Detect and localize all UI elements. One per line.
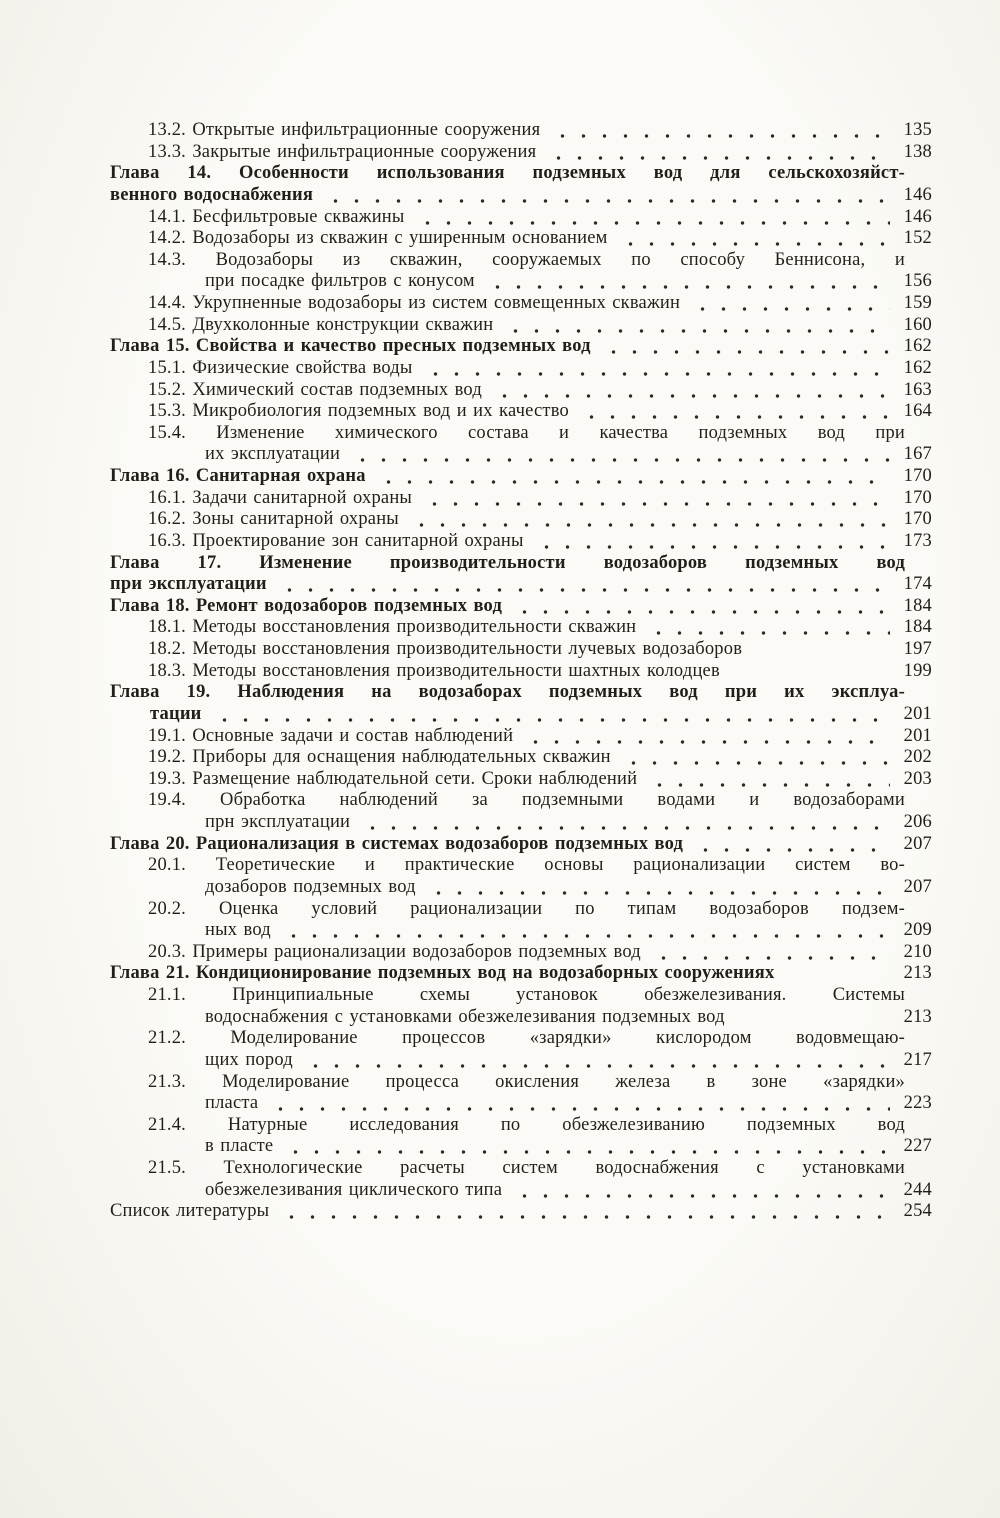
toc-entry — [110, 207, 932, 229]
toc-entry-text: 14.4. Укрупненные водозаборы из систем совмещенных скважин — [148, 293, 681, 313]
toc-entry — [110, 726, 932, 748]
dot-leader — [305, 1050, 890, 1072]
toc-entry-text: 20.2. Оценка условий рационализации по типам водозаборов подзем- — [148, 898, 905, 919]
dot-leader — [362, 812, 890, 834]
page-number: 164 — [903, 401, 932, 422]
toc-entry-text: обезжелезивания циклического типа — [205, 1179, 503, 1200]
page-number: 254 — [903, 1201, 932, 1222]
toc-entry-text: 21.5. Технологические расчеты систем водоснабжения с установками — [148, 1158, 905, 1178]
page-number: 160 — [903, 314, 932, 335]
page-number: 207 — [903, 876, 932, 897]
dot-leader — [425, 358, 890, 380]
toc-entry — [110, 315, 932, 337]
dot-leader — [424, 488, 890, 510]
toc-entry-text: пласта — [205, 1093, 259, 1114]
toc-entry-text: 14.2. Водозаборы из скважин с уширенным основанием — [148, 228, 608, 249]
dot-leader — [411, 509, 890, 531]
toc-entry — [110, 1072, 932, 1115]
toc-entry — [110, 899, 932, 942]
toc-entry-text: 16.2. Зоны санитарной охраны — [148, 509, 399, 530]
dot-leader — [732, 661, 890, 683]
page-number: 201 — [903, 725, 932, 746]
dot-leader — [603, 336, 890, 358]
dot-leader — [279, 574, 890, 596]
toc-entry — [110, 120, 932, 142]
toc-entry-text: 21.4. Натурные исследования по обезжелезиванию подземных вод — [148, 1114, 905, 1135]
toc-entry — [110, 163, 932, 206]
toc-entry-text: Глава 18. Ремонт водозаборов подземных вод — [110, 595, 503, 616]
dot-leader — [283, 920, 890, 942]
page-number: 146 — [903, 184, 932, 205]
toc-entry-text: 18.3. Методы восстановления производительности шахтных колодцев — [148, 660, 720, 681]
dot-leader — [648, 617, 890, 639]
toc-entry-text: водоснабжения с установками обезжелезивания подземных вод — [205, 1006, 725, 1027]
toc-entry — [110, 985, 932, 1028]
dot-leader — [695, 834, 890, 856]
page-number: 197 — [903, 639, 932, 659]
page-number: 156 — [903, 271, 932, 292]
dot-leader — [325, 185, 890, 207]
page-number: 223 — [903, 1093, 932, 1114]
page-number: 170 — [903, 509, 932, 530]
dot-leader — [428, 877, 890, 899]
toc-entry — [110, 228, 932, 250]
toc-entry — [110, 358, 932, 380]
toc-entry — [110, 250, 932, 293]
toc-entry-text: 14.5. Двухколонные конструкции скважин — [148, 314, 494, 335]
dot-leader — [514, 1180, 890, 1202]
toc-entry-text: 18.1. Методы восстановления производительности скважин — [148, 617, 637, 638]
toc-entry — [110, 531, 932, 553]
dot-leader — [581, 401, 890, 423]
dot-leader — [754, 639, 890, 661]
toc-entry-text: 13.2. Открытые инфильтрационные сооружения — [148, 120, 541, 140]
toc-entry — [110, 942, 932, 964]
page-number: 209 — [903, 920, 932, 941]
page-number: 184 — [903, 617, 932, 638]
toc-entry-text: 20.1. Теоретические и практические основы рационализации систем во- — [148, 855, 905, 876]
dot-leader — [352, 444, 890, 466]
dot-leader — [692, 293, 890, 315]
toc-entry-text: 19.1. Основные задачи и состав наблюдений — [148, 725, 514, 746]
dot-leader — [653, 942, 890, 964]
toc-entry-text: 14.3. Водозаборы из скважин, сооружаемых по способу Беннисона, и — [148, 249, 905, 270]
toc-entry-text: 14.1. Бесфильтровые скважины — [148, 206, 405, 227]
toc-entry-text: их эксплуатации — [205, 444, 341, 465]
toc-entry — [110, 769, 932, 791]
page-number: 146 — [903, 206, 932, 227]
dot-leader — [649, 769, 890, 791]
toc-entry-text: 19.2. Приборы для оснащения наблюдательных скважин — [148, 747, 611, 768]
toc-entry — [110, 1115, 932, 1158]
toc-entry-text: Глава 20. Рационализация в системах водозаборов подземных вод — [110, 833, 684, 854]
page-number: 170 — [903, 487, 932, 508]
dot-leader — [285, 1136, 890, 1158]
toc-entry-text: 19.3. Размещение наблюдательной сети. Сроки наблюдений — [148, 768, 638, 789]
toc-entry — [110, 1028, 932, 1071]
page-number: 213 — [903, 963, 932, 984]
dot-leader — [536, 531, 890, 553]
toc-entry — [110, 1201, 932, 1223]
dot-leader — [786, 963, 890, 985]
toc-entry — [110, 142, 932, 164]
page-number: 201 — [903, 703, 932, 724]
toc-entry — [110, 1158, 932, 1201]
page-number: 170 — [903, 466, 932, 486]
dot-leader — [281, 1201, 890, 1223]
toc — [110, 120, 932, 1223]
toc-entry-text: 16.3. Проектирование зон санитарной охраны — [148, 530, 524, 551]
toc-entry — [110, 747, 932, 769]
page-number: 173 — [903, 530, 932, 551]
toc-entry — [110, 790, 932, 833]
toc-entry — [110, 401, 932, 423]
toc-entry-text: при посадке фильтров с конусом — [205, 271, 475, 292]
toc-entry-text: Глава 17. Изменение производительности водозаборов подземных вод — [110, 552, 905, 573]
dot-leader — [494, 380, 890, 402]
toc-entry — [110, 293, 932, 315]
toc-entry-text: 21.1. Принципиальные схемы установок обезжелезивания. Системы — [148, 985, 905, 1005]
toc-entry-text: 19.4. Обработка наблюдений за подземными водами и водозаборами — [148, 790, 905, 811]
dot-leader — [620, 228, 890, 250]
toc-entry-text: 20.3. Примеры рационализации водозаборов подземных вод — [148, 941, 641, 962]
toc-entry — [110, 617, 932, 639]
toc-entry — [110, 596, 932, 618]
toc-entry-text: Список литературы — [110, 1201, 270, 1222]
page-number: 244 — [903, 1179, 932, 1200]
dot-leader — [417, 207, 890, 229]
page-number: 199 — [903, 660, 932, 681]
toc-entry-text: 15.4. Изменение химического состава и качества подземных вод при — [148, 422, 905, 443]
dot-leader — [548, 142, 890, 164]
page-number: 206 — [903, 812, 932, 832]
page-number: 152 — [903, 228, 932, 249]
toc-entry-text: 15.3. Микробиология подземных вод и их качество — [148, 401, 569, 422]
dot-leader — [214, 704, 890, 726]
toc-entry-text: венного водоснабжения — [110, 184, 314, 205]
toc-entry-text: Глава 14. Особенности использования подземных вод для сельскохозяйст- — [110, 163, 905, 184]
toc-entry — [110, 682, 932, 725]
dot-leader — [514, 596, 890, 618]
dot-leader — [623, 747, 890, 769]
toc-entry — [110, 466, 932, 488]
dot-leader — [378, 466, 890, 488]
page-number: 217 — [903, 1049, 932, 1070]
page-number: 163 — [903, 379, 932, 400]
toc-entry-text: 15.2. Химический состав подземных вод — [148, 379, 482, 400]
page-number: 210 — [903, 941, 932, 962]
page-number: 213 — [903, 1006, 932, 1027]
page-number: 162 — [903, 336, 932, 357]
page-number: 227 — [903, 1136, 932, 1157]
page-number: 207 — [903, 833, 932, 854]
toc-entry-text: Глава 16. Санитарная охрана — [110, 466, 366, 486]
toc-entry-text: Глава 21. Кондиционирование подземных вод на водозаборных сооружениях — [110, 963, 775, 984]
page-number: 159 — [903, 293, 932, 313]
toc-entry-text: 13.3. Закрытые инфильтрационные сооружения — [148, 141, 537, 162]
toc-entry — [110, 963, 932, 985]
toc-entry-text: ных вод — [205, 920, 271, 941]
toc-entry-text: Глава 19. Наблюдения на водозаборах подземных вод при их эксплуа- — [110, 682, 905, 703]
toc-entry — [110, 336, 932, 358]
toc-entry-text: 21.2. Моделирование процессов «зарядки» кислородом водовмещаю- — [148, 1028, 905, 1049]
toc-entry-text: Глава 15. Свойства и качество пресных подземных вод — [110, 336, 591, 357]
toc-entry-text: тации — [150, 703, 202, 724]
dot-leader — [525, 726, 890, 748]
toc-entry-text: в пласте — [205, 1136, 274, 1157]
toc-entry-text: при эксплуатации — [110, 574, 267, 595]
dot-leader — [505, 315, 890, 337]
dot-leader — [737, 1007, 890, 1029]
toc-entry — [110, 553, 932, 596]
toc-entry — [110, 423, 932, 466]
page-number: 135 — [903, 120, 932, 140]
toc-entry-text: щих пород — [205, 1049, 293, 1070]
page-number: 138 — [903, 141, 932, 162]
dot-leader — [270, 1093, 890, 1115]
toc-entry-text: 21.3. Моделирование процесса окисления железа в зоне «зарядки» — [148, 1071, 905, 1092]
page-number: 174 — [903, 574, 932, 595]
toc-entry — [110, 639, 932, 661]
toc-entry-text: дозаборов подземных вод — [205, 876, 416, 897]
toc-entry-text: прн эксплуатации — [205, 812, 351, 832]
page-number: 203 — [903, 768, 932, 789]
toc-entry — [110, 834, 932, 856]
page-number: 202 — [903, 747, 932, 768]
page-number: 167 — [903, 444, 932, 465]
toc-entry-text: 16.1. Задачи санитарной охраны — [148, 487, 413, 508]
toc-entry — [110, 661, 932, 683]
toc-entry-text: 15.1. Физические свойства воды — [148, 357, 413, 378]
toc-entry — [110, 488, 932, 510]
toc-entry — [110, 380, 932, 402]
toc-entry-text: 18.2. Методы восстановления производительности лучевых водозаборов — [148, 639, 743, 659]
dot-leader — [552, 120, 890, 142]
page-number: 184 — [903, 595, 932, 616]
toc-entry — [110, 855, 932, 898]
page-number: 162 — [903, 357, 932, 378]
dot-leader — [487, 271, 890, 293]
toc-entry — [110, 509, 932, 531]
